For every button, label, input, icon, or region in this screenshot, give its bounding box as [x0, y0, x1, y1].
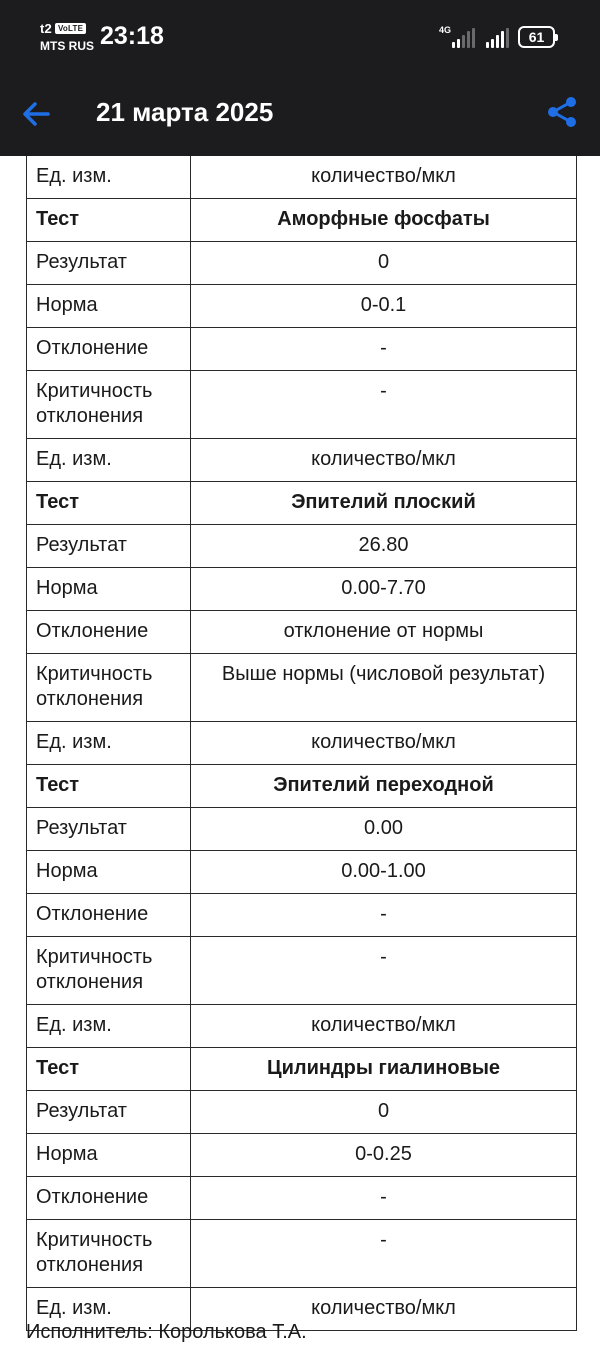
table-row	[27, 722, 577, 765]
arrow-back-icon[interactable]	[18, 94, 58, 134]
row-label: Результат	[27, 808, 191, 851]
volte-badge: VoLTE	[55, 23, 86, 34]
table-row	[27, 285, 577, 328]
unit-value: количество/мкл	[191, 722, 577, 765]
deviation-value: -	[191, 1177, 577, 1220]
table-row	[27, 439, 577, 482]
result-value: 0	[191, 242, 577, 285]
test-name: Эпителий переходной	[191, 765, 577, 808]
table-row	[27, 525, 577, 568]
table-row	[27, 1005, 577, 1048]
table-row	[27, 1177, 577, 1220]
row-label: Норма	[27, 851, 191, 894]
table-row	[27, 851, 577, 894]
unit-value: количество/мкл	[191, 439, 577, 482]
table-row-test-header	[27, 199, 577, 242]
result-value: 26.80	[191, 525, 577, 568]
table-row	[27, 937, 577, 1005]
table-row	[27, 611, 577, 654]
network-type: 4G	[439, 25, 452, 35]
row-label: Тест	[27, 765, 191, 808]
row-label: Тест	[27, 1048, 191, 1091]
test-name: Аморфные фосфаты	[191, 199, 577, 242]
row-label: Тест	[27, 199, 191, 242]
table-row	[27, 1091, 577, 1134]
norm-value: 0.00-7.70	[191, 568, 577, 611]
table-row	[27, 371, 577, 439]
share-icon[interactable]	[544, 94, 580, 130]
row-label: Отклонение	[27, 328, 191, 371]
carrier-code: t2 VoLTE	[40, 21, 86, 36]
table-row	[27, 1134, 577, 1177]
row-label: Критичность отклонения	[27, 654, 191, 722]
row-label: Отклонение	[27, 611, 191, 654]
table-row-test-header	[27, 482, 577, 525]
row-label: Отклонение	[27, 1177, 191, 1220]
test-name: Цилиндры гиалиновые	[191, 1048, 577, 1091]
criticality-value: -	[191, 1220, 577, 1288]
signal-icon-sim1	[452, 28, 475, 48]
row-label: Критичность отклонения	[27, 937, 191, 1005]
table-row	[27, 808, 577, 851]
table-row	[27, 328, 577, 371]
result-value: 0.00	[191, 808, 577, 851]
row-label: Норма	[27, 1134, 191, 1177]
carrier-name: MTS RUS	[40, 39, 94, 53]
row-label: Критичность отклонения	[27, 371, 191, 439]
battery-icon: 61	[518, 26, 555, 48]
table-row	[27, 654, 577, 722]
row-label: Отклонение	[27, 894, 191, 937]
table-row	[27, 1220, 577, 1288]
app-bar	[0, 72, 600, 156]
deviation-value: -	[191, 894, 577, 937]
row-label: Ед. изм.	[27, 1288, 191, 1331]
unit-value: количество/мкл	[191, 1288, 577, 1331]
criticality-value: -	[191, 937, 577, 1005]
results-content[interactable]	[0, 156, 600, 1353]
row-label: Норма	[27, 285, 191, 328]
table-row-test-header	[27, 1048, 577, 1091]
norm-value: 0.00-1.00	[191, 851, 577, 894]
row-label: Тест	[27, 482, 191, 525]
norm-value: 0-0.1	[191, 285, 577, 328]
row-label: Ед. изм.	[27, 1005, 191, 1048]
test-name: Эпителий плоский	[191, 482, 577, 525]
results-table	[26, 156, 577, 1331]
unit-value: количество/мкл	[191, 156, 577, 199]
row-label: Норма	[27, 568, 191, 611]
table-row	[27, 894, 577, 937]
deviation-value: отклонение от нормы	[191, 611, 577, 654]
table-row	[27, 242, 577, 285]
row-label: Результат	[27, 525, 191, 568]
row-label: Ед. изм.	[27, 156, 191, 199]
row-label: Ед. изм.	[27, 722, 191, 765]
deviation-value: -	[191, 328, 577, 371]
table-row	[27, 156, 577, 199]
norm-value: 0-0.25	[191, 1134, 577, 1177]
row-label: Критичность отклонения	[27, 1220, 191, 1288]
page-title: 21 марта 2025	[96, 97, 274, 127]
row-label: Результат	[27, 1091, 191, 1134]
table-row	[27, 568, 577, 611]
clock: 23:18	[100, 22, 164, 50]
row-label: Результат	[27, 242, 191, 285]
row-label: Ед. изм.	[27, 439, 191, 482]
table-row-test-header	[27, 765, 577, 808]
unit-value: количество/мкл	[191, 1005, 577, 1048]
result-value: 0	[191, 1091, 577, 1134]
signal-icon-sim2	[486, 28, 509, 48]
criticality-value: -	[191, 371, 577, 439]
status-bar	[0, 0, 600, 72]
criticality-value: Выше нормы (числовой результат)	[191, 654, 577, 722]
executor-text: Исполнитель: Королькова Т.А.	[26, 1321, 307, 1343]
